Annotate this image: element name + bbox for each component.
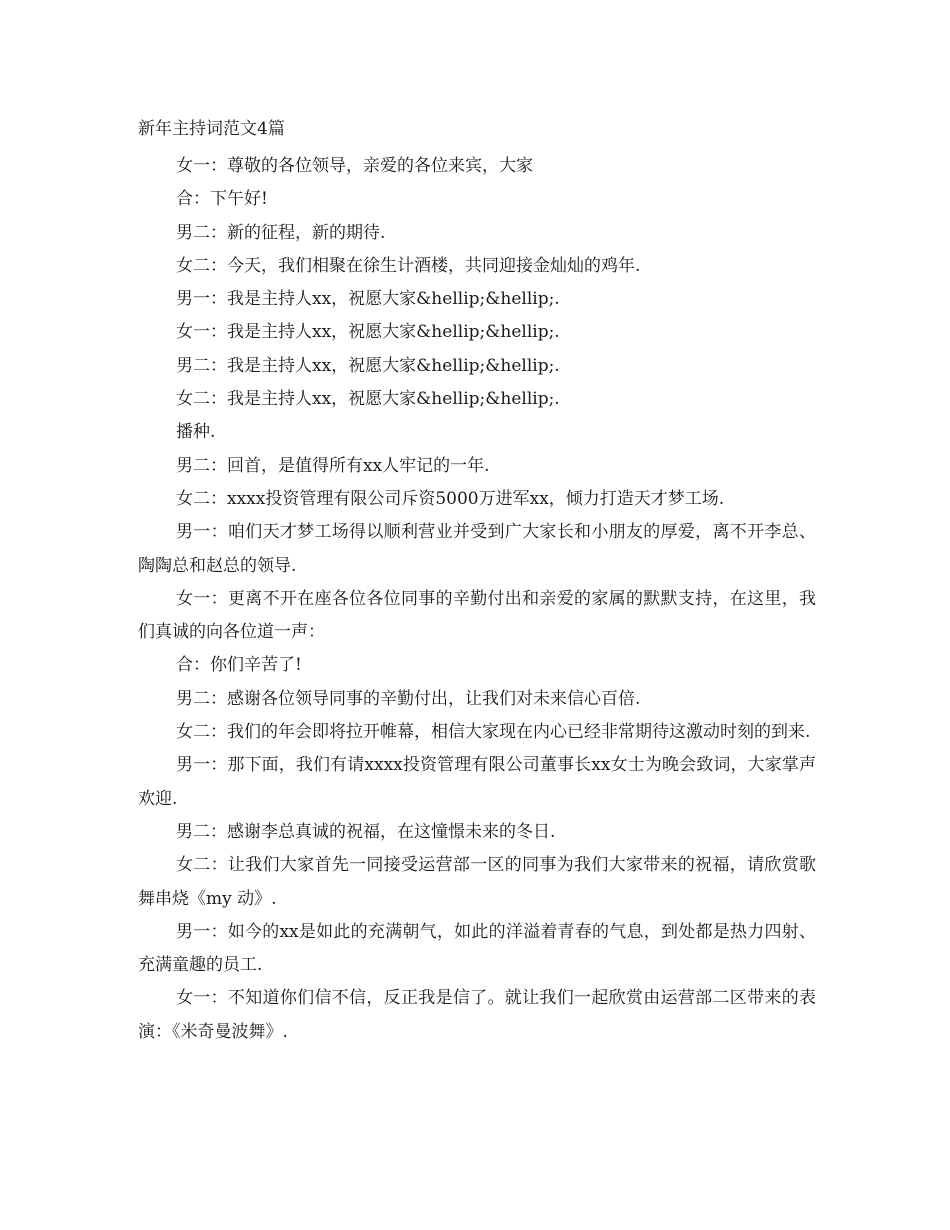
paragraph: 女一：更离不开在座各位各位同事的辛勤付出和亲爱的家属的默默支持，在这里，我们真诚的向各位道一声： <box>138 588 816 643</box>
paragraph: 男一：如今的xx是如此的充满朝气，如此的洋溢着青春的气息，到处都是热力四射、充满童趣的员工. <box>138 921 816 976</box>
paragraph: 女二：xxxx投资管理有限公司斥资5000万进军xx，倾力打造天才梦工场. <box>176 488 725 509</box>
paragraph: 男一：那下面，我们有请xxxx投资管理有限公司董事长xx女士为晚会致词，大家掌声欢迎. <box>138 755 816 809</box>
paragraph: 男一：我是主持人xx，祝愿大家&hellip;&hellip;. <box>176 289 560 310</box>
paragraph: 男二：新的征程，新的期待. <box>176 222 386 243</box>
paragraph: 女一：不知道你们信不信，反正我是信了。就让我们一起欣赏由运营部二区带来的表演：《米奇曼波舞》. <box>138 988 816 1042</box>
paragraph: 男一：咱们天才梦工场得以顺利营业并受到广大家长和小朋友的厚爱，离不开李总、陶陶总和赵总的领导. <box>138 522 816 576</box>
document-body <box>138 150 816 1049</box>
paragraph: 男二：回首，是值得所有xx人牢记的一年. <box>176 455 490 476</box>
paragraph: 女一：尊敬的各位领导，亲爱的各位来宾，大家 <box>176 156 533 176</box>
paragraph: 男二：感谢各位领导同事的辛勤付出，让我们对未来信心百倍. <box>176 688 641 709</box>
paragraph: 女二：我们的年会即将拉开帷幕，相信大家现在内心已经非常期待这激动时刻的到来. <box>176 722 811 743</box>
paragraph: 女二：今天，我们相聚在徐生计酒楼，共同迎接金灿灿的鸡年. <box>176 255 641 276</box>
paragraph: 合：下午好! <box>176 189 268 210</box>
paragraph: 男二：我是主持人xx，祝愿大家&hellip;&hellip;. <box>176 355 560 376</box>
paragraph: 女二：让我们大家首先一同接受运营部一区的同事为我们大家带来的祝福，请欣赏歌舞串烧《my 动》. <box>138 855 816 909</box>
paragraph: 男二：感谢李总真诚的祝福，在这憧憬未来的冬日. <box>176 821 556 842</box>
document-title: 新年主持词范文4篇 <box>138 119 285 139</box>
paragraph: 播种. <box>176 422 216 443</box>
paragraph: 女一：我是主持人xx，祝愿大家&hellip;&hellip;. <box>176 322 560 343</box>
paragraph: 合：你们辛苦了! <box>176 655 302 676</box>
paragraph: 女二：我是主持人xx，祝愿大家&hellip;&hellip;. <box>176 389 560 410</box>
